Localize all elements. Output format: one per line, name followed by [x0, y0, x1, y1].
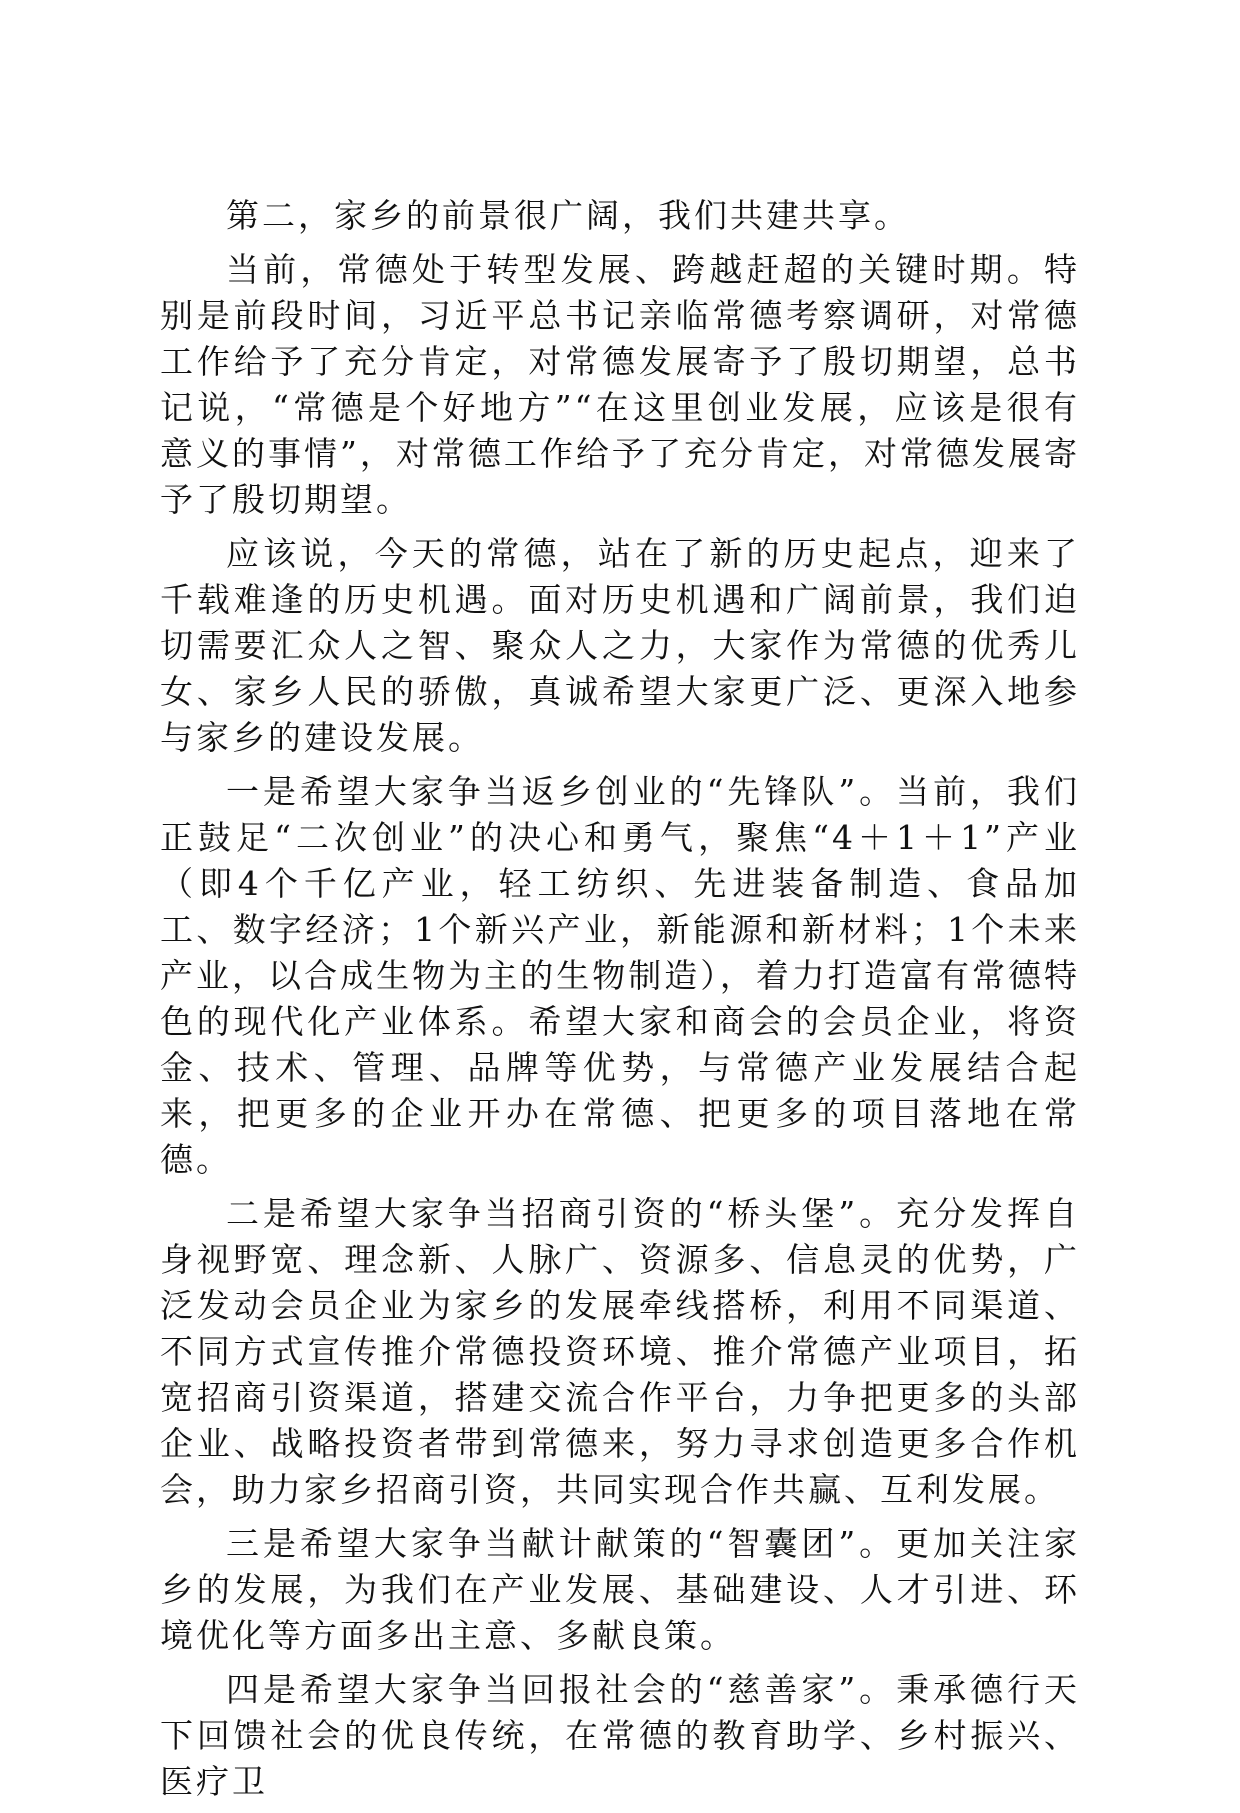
paragraph-hope-two-bridgehead: 二是希望大家争当招商引资的“桥头堡”。充分发挥自身视野宽、理念新、人脉广、资源多、信息灵的优势，广泛发动会员企业为家乡的发展牵线搭桥，利用不同渠道、不同方式宣传推介常德投资环境、推介常德产业项目，拓宽招商引资渠道，搭建交流合作平台，力争把更多的头部企业、战略投资者带到常德来，努力寻求创造更多合作机会，助力家乡招商引资，共同实现合作共赢、互利发展。: [160, 1194, 1080, 1509]
paragraph-heading-second: 第二，家乡的前景很广阔，我们共建共享。: [226, 196, 910, 235]
paragraph-hope-three-think-tank: 三是希望大家争当献计献策的“智囊团”。更加关注家乡的发展，为我们在产业发展、基础建设、人才引进、环境优化等方面多出主意、多献良策。: [160, 1524, 1080, 1655]
paragraph-current-situation: 当前，常德处于转型发展、跨越赶超的关键时期。特别是前段时间，习近平总书记亲临常德考察调研，对常德工作给予了充分肯定，对常德发展寄予了殷切期望，总书记说，“常德是个好地方”“在这里创业发展，应该是很有意义的事情”，对常德工作给予了充分肯定，对常德发展寄予了殷切期望。: [160, 250, 1080, 519]
paragraph-hope-one-pioneer: 一是希望大家争当返乡创业的“先锋队”。当前，我们正鼓足“二次创业”的决心和勇气，聚焦“4＋1＋1”产业（即4个千亿产业，轻工纺织、先进装备制造、食品加工、数字经济；1个新兴产业，新能源和新材料；1个未来产业，以合成生物为主的生物制造），着力打造富有常德特色的现代化产业体系。希望大家和商会的会员企业，将资金、技术、管理、品牌等优势，与常德产业发展结合起来，把更多的企业开办在常德、把更多的项目落地在常德。: [160, 772, 1080, 1179]
paragraph-historic-opportunity: 应该说，今天的常德，站在了新的历史起点，迎来了千载难逢的历史机遇。面对历史机遇和广阔前景，我们迫切需要汇众人之智、聚众人之力，大家作为常德的优秀儿女、家乡人民的骄傲，真诚希望大家更广泛、更深入地参与家乡的建设发展。: [160, 534, 1080, 757]
paragraph-hope-four-philanthropist: 四是希望大家争当回报社会的“慈善家”。秉承德行天下回馈社会的优良传统，在常德的教育助学、乡村振兴、医疗卫: [160, 1670, 1080, 1801]
document-body: [160, 193, 1080, 1813]
